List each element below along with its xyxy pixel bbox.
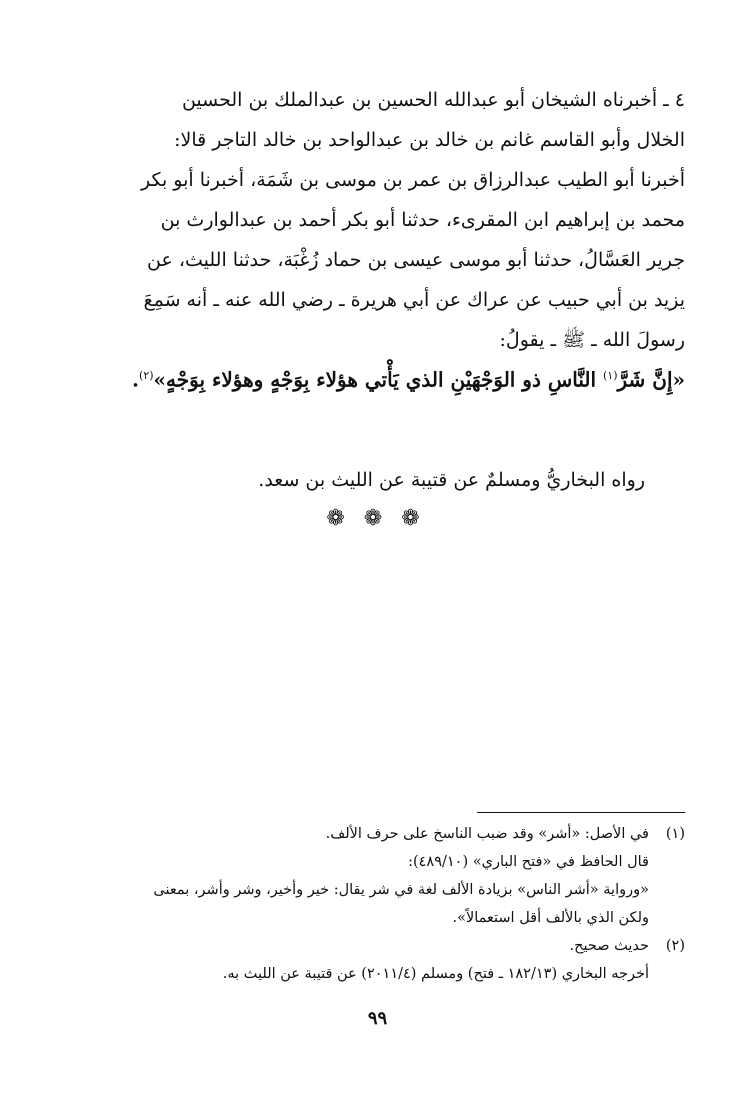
footnote-number: (٢) — [665, 938, 685, 954]
isnad-paragraph — [72, 80, 685, 360]
footnote-ref: (٢) — [139, 369, 154, 382]
footnote-ref: (١) — [602, 369, 618, 382]
text-line: أخبرنا أبو الطيب عبدالرزاق بن عمر بن موسى بن شَمَة، أخبرنا أبو بكر — [140, 169, 685, 191]
footnote-line: أخرجه البخاري (١٨٢/١٣ ـ فتح) ومسلم (٢٠١١/٤) عن قتيبة عن الليث به. — [222, 966, 649, 982]
text-line: الخلال وأبو القاسم غانم بن خالد بن عبدالواحد بن خالد التاجر قالا: — [174, 129, 685, 151]
footnotes — [72, 820, 685, 988]
footnote — [72, 820, 685, 932]
page-number: ٩٩ — [367, 1008, 388, 1029]
footnote-divider — [477, 812, 685, 813]
footnote-number: (١) — [665, 826, 685, 842]
hadith-text — [72, 356, 685, 400]
footnote-body — [72, 820, 649, 932]
text-line: يزيد بن أبي حبيب عن عراك عن أبي هريرة ـ رضي الله عنه ـ أنه سَمِعَ — [143, 289, 685, 311]
footnote-line: قال الحافظ في «فتح الباري» (٤٨٩/١٠): — [408, 854, 649, 870]
footnote-line: «ورواية «أشر الناس» بزيادة الألف لغة في شر يقال: خير وأخير، وشر وأشر، بمعنى — [153, 882, 649, 898]
narration-line: رواه البخاريُّ ومسلمٌ عن قتيبة عن الليث بن سعد. — [258, 469, 645, 491]
text-line: محمد بن إبراهيم ابن المقرىء، حدثنا أبو بكر أحمد بن عبدالوارث بن — [160, 209, 685, 231]
text-line: رسولَ الله ـ ﷺ ـ يقولُ: — [499, 329, 685, 351]
footnote-line: في الأصل: «أشر» وقد ضبب الناسخ على حرف الألف. — [325, 826, 649, 842]
text-line: ٤ ـ أخبرناه الشيخان أبو عبدالله الحسين بن عبدالملك بن الحسين — [181, 89, 685, 111]
text-line: جرير العَسَّالُ، حدثنا أبو موسى عيسى بن حماد زُغْبَة، حدثنا الليث، عن — [147, 249, 685, 271]
hadith-end: . — [132, 367, 140, 392]
hadith-part: النَّاسِ ذو الوَجْهَيْنِ الذي يَأْتي هؤلاء بِوَجْهٍ وهؤلاء بِوَجْهٍ» — [153, 367, 603, 392]
footnote-line: حديث صحيح. — [569, 938, 649, 954]
hadith-part: «إِنَّ شَرَّ — [617, 367, 685, 392]
section-separator: ❁ ❁ ❁ — [326, 506, 426, 531]
footnote — [72, 932, 685, 988]
footnote-body — [72, 932, 649, 988]
footnote-line: ولكن الذي بالألف أقل استعمالاً». — [452, 910, 649, 926]
